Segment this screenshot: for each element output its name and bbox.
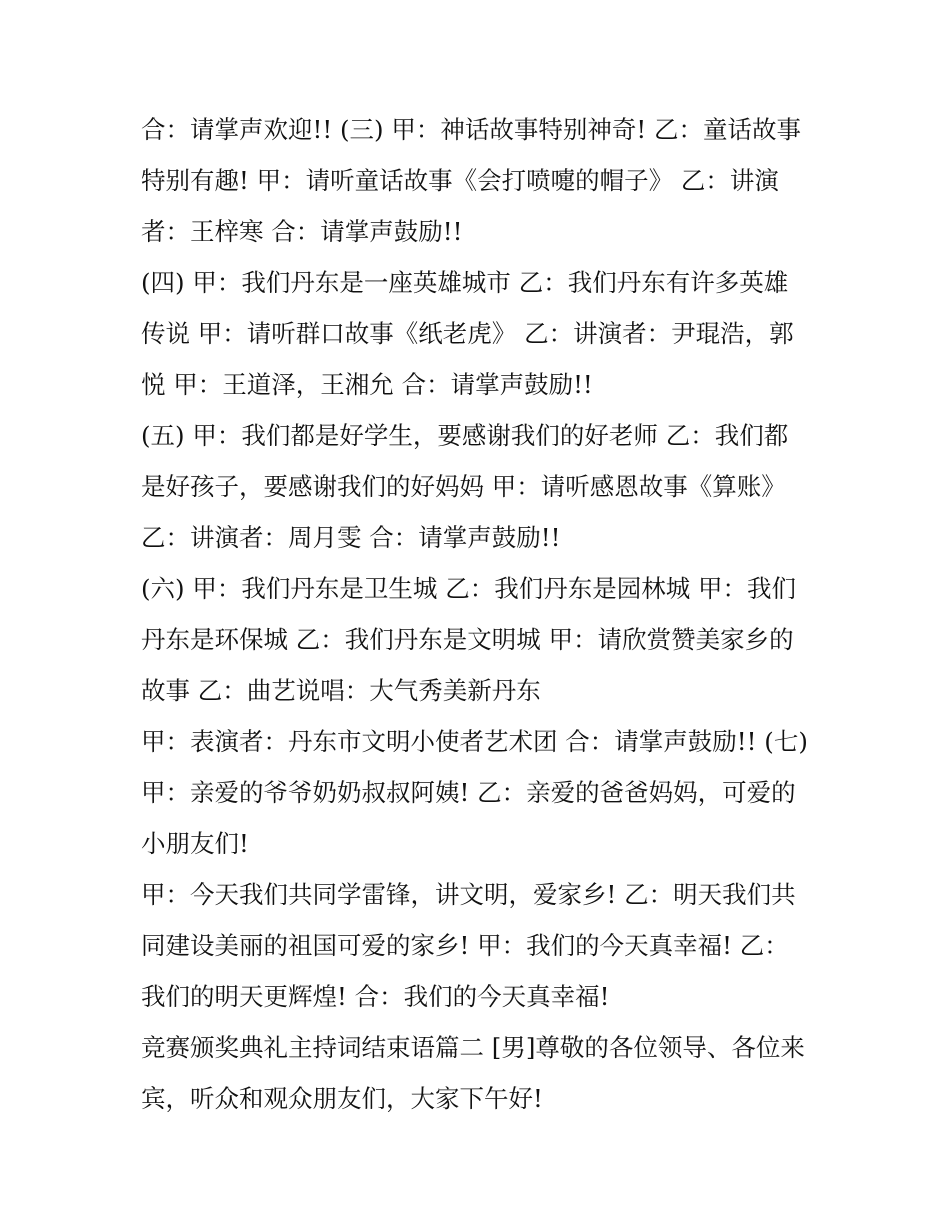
text-line: 乙：讲演者：周月雯 合：请掌声鼓励!! <box>141 523 561 552</box>
text-line: 甲：表演者：丹东市文明小使者艺术团 合：请掌声鼓励!! (七) <box>141 727 808 756</box>
text-line: 丹东是环保城 乙：我们丹东是文明城 甲：请欣赏赞美家乡的 <box>141 625 794 654</box>
text-line: 故事 乙：曲艺说唱：大气秀美新丹东 <box>141 676 541 705</box>
text-line: 特别有趣! 甲：请听童话故事《会打喷嚏的帽子》 乙：讲演 <box>141 166 779 195</box>
text-line: 同建设美丽的祖国可爱的家乡! 甲：我们的今天真幸福! 乙： <box>141 931 789 960</box>
text-line: 竞赛颁奖典礼主持词结束语篇二 [男]尊敬的各位领导、各位来 <box>141 1033 805 1062</box>
text-line: 我们的明天更辉煌! 合：我们的今天真幸福! <box>141 982 610 1011</box>
text-line: 甲：亲爱的爷爷奶奶叔叔阿姨! 乙：亲爱的爸爸妈妈，可爱的 <box>141 778 796 807</box>
document-body <box>141 104 821 1124</box>
text-line: 宾，听众和观众朋友们，大家下午好! <box>141 1084 543 1113</box>
text-line: 合：请掌声欢迎!! (三) 甲：神话故事特别神奇! 乙：童话故事 <box>141 115 802 144</box>
text-line: 是好孩子，要感谢我们的好妈妈 甲：请听感恩故事《算账》 <box>141 472 786 501</box>
text-line: (五) 甲：我们都是好学生，要感谢我们的好老师 乙：我们都 <box>141 421 789 450</box>
text-line: (四) 甲：我们丹东是一座英雄城市 乙：我们丹东有许多英雄 <box>141 268 789 297</box>
text-line: 悦 甲：王道泽，王湘允 合：请掌声鼓励!! <box>141 370 593 399</box>
text-line: 甲：今天我们共同学雷锋，讲文明，爱家乡! 乙：明天我们共 <box>141 880 796 909</box>
text-line: (六) 甲：我们丹东是卫生城 乙：我们丹东是园林城 甲：我们 <box>141 574 796 603</box>
text-line: 传说 甲：请听群口故事《纸老虎》 乙：讲演者：尹琨浩，郭 <box>141 319 794 348</box>
text-line: 小朋友们! <box>141 829 249 858</box>
text-line: 者：王梓寒 合：请掌声鼓励!! <box>141 217 463 246</box>
